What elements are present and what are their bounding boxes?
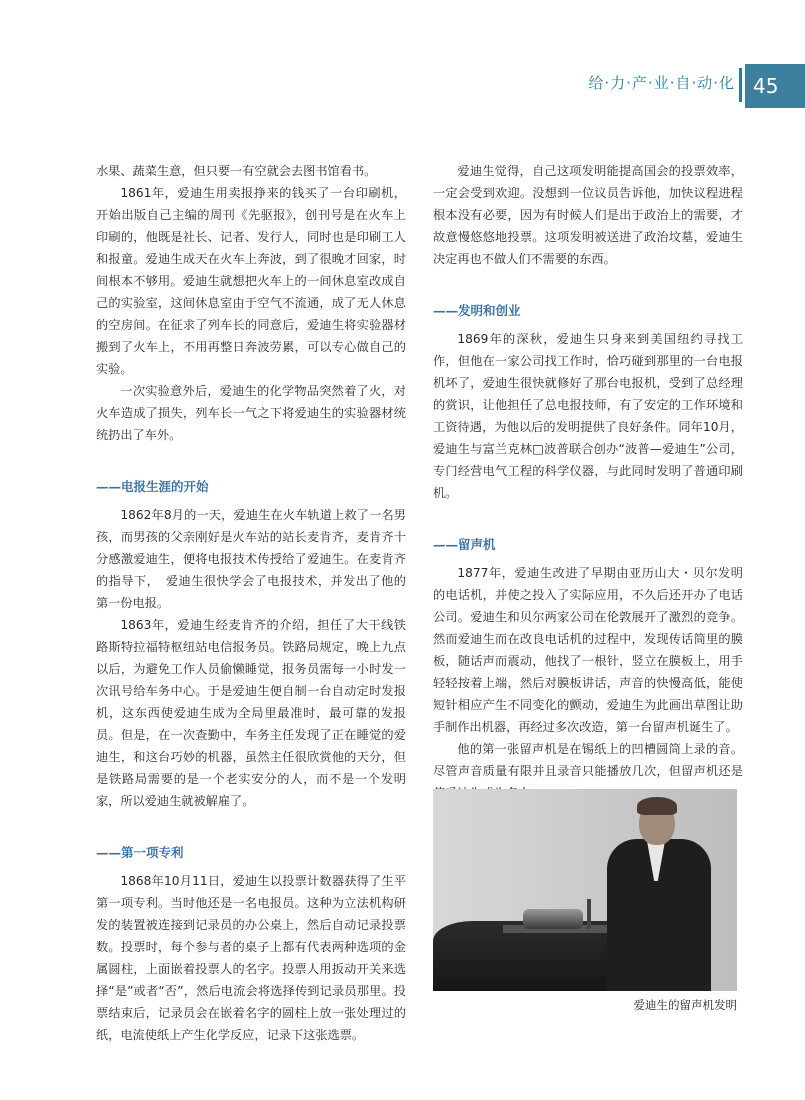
paragraph: 1869年的深秋，爱迪生只身来到美国纽约寻找工作，但他在一家公司找工作时，恰巧碰到那里的一台电报机坏了，爱迪生很快就修好了那台电报机，受到了总经理的赏识，让他担任了总电报技师，有了安定的工作环境和工资待遇，为他以后的发明提供了良好条件。同年10月，爱迪生与富兰克林□波普联合创办“波普—爱迪生”公司，专门经营电气工程的科学仪器，与此同时发明了普通印刷机。 (433, 332, 743, 500)
section-heading-phonograph: ——留声机 (433, 537, 496, 552)
edison-figure (599, 791, 719, 991)
paragraph: 他的第一张留声机是在锡纸上的凹槽圆筒上录的音。尽管声音质量有限并且录音只能播放几次，但留声机还是 (433, 742, 743, 778)
left-column (96, 160, 406, 1046)
paragraph: 水果、蔬菜生意，但只要一有空就会去图书馆看书。 (96, 164, 377, 178)
photo-caption: 爱迪生的留声机发明 (633, 998, 737, 1012)
page-number: 45 (745, 64, 805, 108)
section-heading-invention-business: ——发明和创业 (433, 303, 521, 318)
paragraph: 1877年，爱迪生改进了早期由亚历山大・贝尔发明的电话机，并使之投入了实际应用，不久后还开办了电话公司。爱迪生和贝尔两家公司在伦敦展开了激烈的竞争。然而爱迪生而在改良电话机的过程中，发现传话筒里的膜板，随话声而震动，他找了一根针，竖立在膜板上，用手轻轻按着上端，然后对膜板讲话，声音的快慢高低，能使短针相应产生不同变化的颤动，爱迪生为此画出草图让助手制作出机器，再经过多次改造，第一台留声机诞生了。 (433, 566, 743, 734)
edison-phonograph-photo (433, 789, 737, 991)
paragraph: 一次实验意外后，爱迪生的化学物品突然着了火，对火车造成了损失，列车长一气之下将爱迪生的实验器材统统扔出了车外。 (96, 384, 406, 442)
page-header (0, 64, 805, 108)
paragraph: 1868年10月11日，爱迪生以投票计数器获得了生平第一项专利。当时他还是一名电报员。这种为立法机构研发的装置被连接到记录员的办公桌上，然后自动记录投票数。投票时，每个参与者的桌子上都有代表两种选项的金属圆柱，上面嵌着投票人的名字。投票人用扳动开关来选择“是”或者“否”，然后电流会将选择传到记录员那里。投票结束后，记录员会在嵌着名字的圆柱上放一张处理过的纸，电流使纸上产生化学反应，记录下这张选票。 (96, 874, 406, 1042)
paragraph: 1863年，爱迪生经麦肯齐的介绍，担任了大干线铁路斯特拉福特枢纽站电信报务员。铁路局规定，晚上九点以后，为避免工作人员偷懒睡觉，报务员需每一小时发一次讯号给车务中心。于是爱迪生便自制一台自动定时发报机，这东西使爱迪生成为全局里最准时，最可靠的发报员。但是，在一次查勤中，车务主任发现了正在睡觉的爱迪生，和这台巧妙的机器，虽然主任很欣赏他的天分，但是铁路局需要的是一个老实安分的人，而不是一个发明家，所以爱迪生就被解雇了。 (96, 618, 406, 808)
right-column (433, 160, 743, 804)
paragraph: 1861年，爱迪生用卖报挣来的钱买了一台印刷机，开始出版自己主编的周刊《先驱报》，创刊号是在火车上印刷的，他既是社长、记者、发行人，同时也是印刷工人和报童。爱迪生成天在火车上奔波，到了很晚才回家，时间根本不够用。爱迪生就想把火车上的一间休息室改成自己的实验室，这间休息室由于空气不流通，成了无人休息的空房间。在征求了列车长的同意后，爱迪生将实验器材搬到了火车上，不用再整日奔波劳累，可以专心做自己的实验。 (96, 186, 406, 376)
section-heading-first-patent: ——第一项专利 (96, 845, 184, 860)
header-divider (739, 68, 742, 102)
paragraph: 爱迪生觉得，自己这项发明能提高国会的投票效率，一定会受到欢迎。没想到一位议员告诉他，加快议程进程根本没有必要，因为有时候人们是出于政治上的需要，才故意慢悠悠地投票。这项发明被送进了政治坟墓，爱迪生决定再也不做人们不需要的东西。 (433, 164, 743, 266)
paragraph: 1862年8月的一天，爱迪生在火车轨道上救了一名男孩，而男孩的父亲刚好是火车站的站长麦肯齐，麦肯齐十分感激爱迪生，便将电报技术传授给了爱迪生。在麦肯齐的指导下， 爱迪生很快学会了电报技术，并发出了他的第一份电报。 (96, 508, 406, 610)
magazine-section-title: 给·力·产·业·自·动·化 (588, 74, 735, 92)
section-heading-telegraph: ——电报生涯的开始 (96, 479, 209, 494)
